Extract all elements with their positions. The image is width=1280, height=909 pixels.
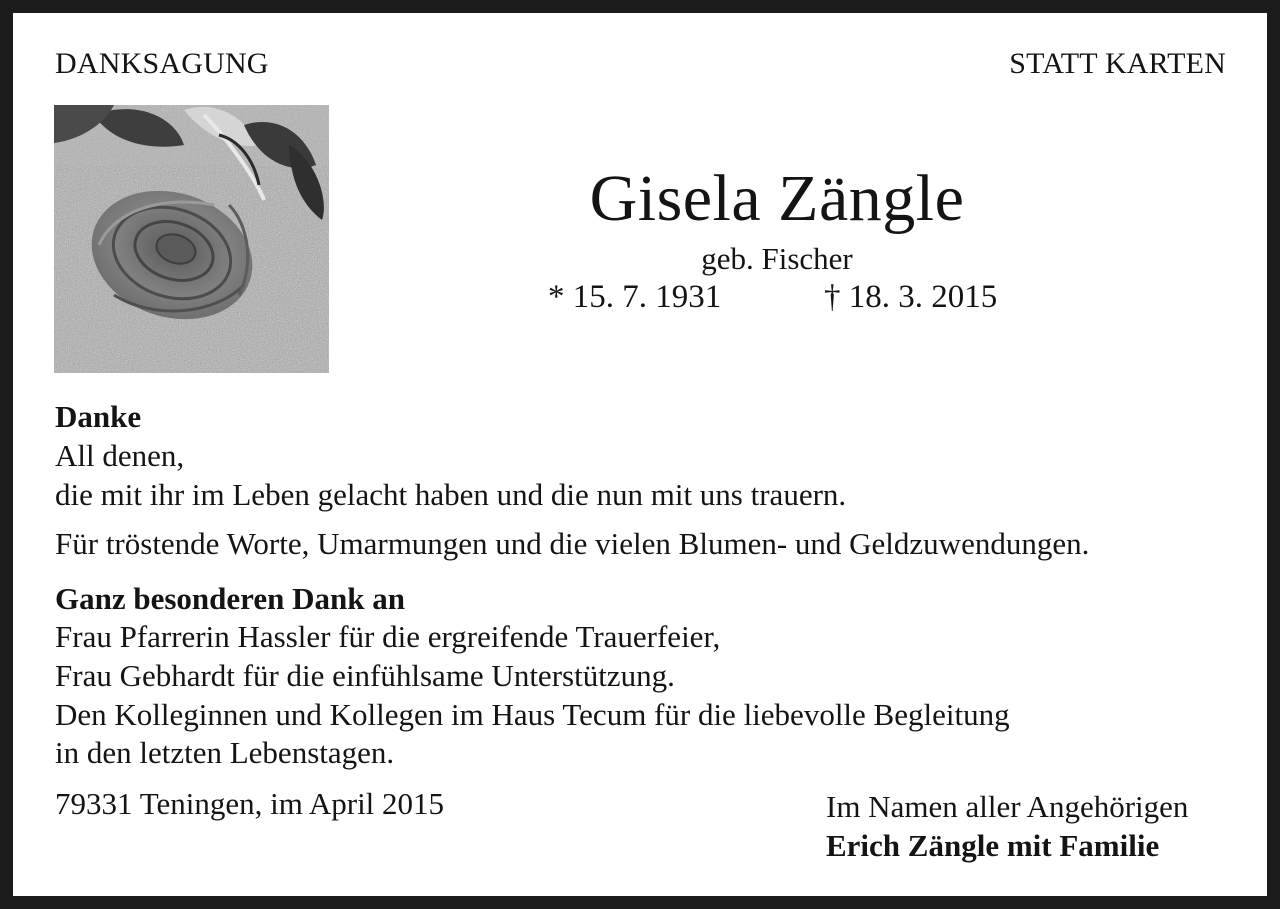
deceased-name: Gisela Zängle (589, 162, 965, 235)
header-statt-karten: STATT KARTEN (1009, 47, 1226, 80)
on-behalf-text: Im Namen aller Angehörigen (826, 789, 1189, 824)
thanks-line: die mit ihr im Leben gelacht haben und die nun mit uns trauern. (55, 477, 847, 512)
rose-photo (54, 105, 329, 373)
special-thanks-line: Frau Gebhardt für die einfühlsame Unterstützung. (55, 658, 675, 693)
special-thanks-line: in den letzten Lebenstagen. (55, 735, 395, 770)
thanks-heading: Danke (55, 399, 142, 434)
birth-date: * 15. 7. 1931 (548, 279, 722, 315)
special-thanks-line: Den Kolleginnen und Kollegen im Haus Tecum für die liebevolle Begleitung (55, 697, 1010, 732)
obituary-card (13, 13, 1267, 896)
thanks-line: All denen, (55, 438, 185, 473)
place-date: 79331 Teningen, im April 2015 (55, 786, 445, 821)
death-date: † 18. 3. 2015 (824, 279, 998, 315)
special-thanks-line: Frau Pfarrerin Hassler für die ergreifende Trauerfeier, (55, 619, 721, 654)
rose-icon (54, 105, 329, 373)
special-thanks-heading: Ganz besonderen Dank an (55, 581, 405, 616)
birth-name: geb. Fischer (701, 241, 853, 276)
thanks-line: Für tröstende Worte, Umarmungen und die vielen Blumen- und Geldzuwendungen. (55, 526, 1090, 561)
signature: Erich Zängle mit Familie (826, 828, 1160, 863)
header-danksagung: DANKSAGUNG (55, 47, 269, 80)
